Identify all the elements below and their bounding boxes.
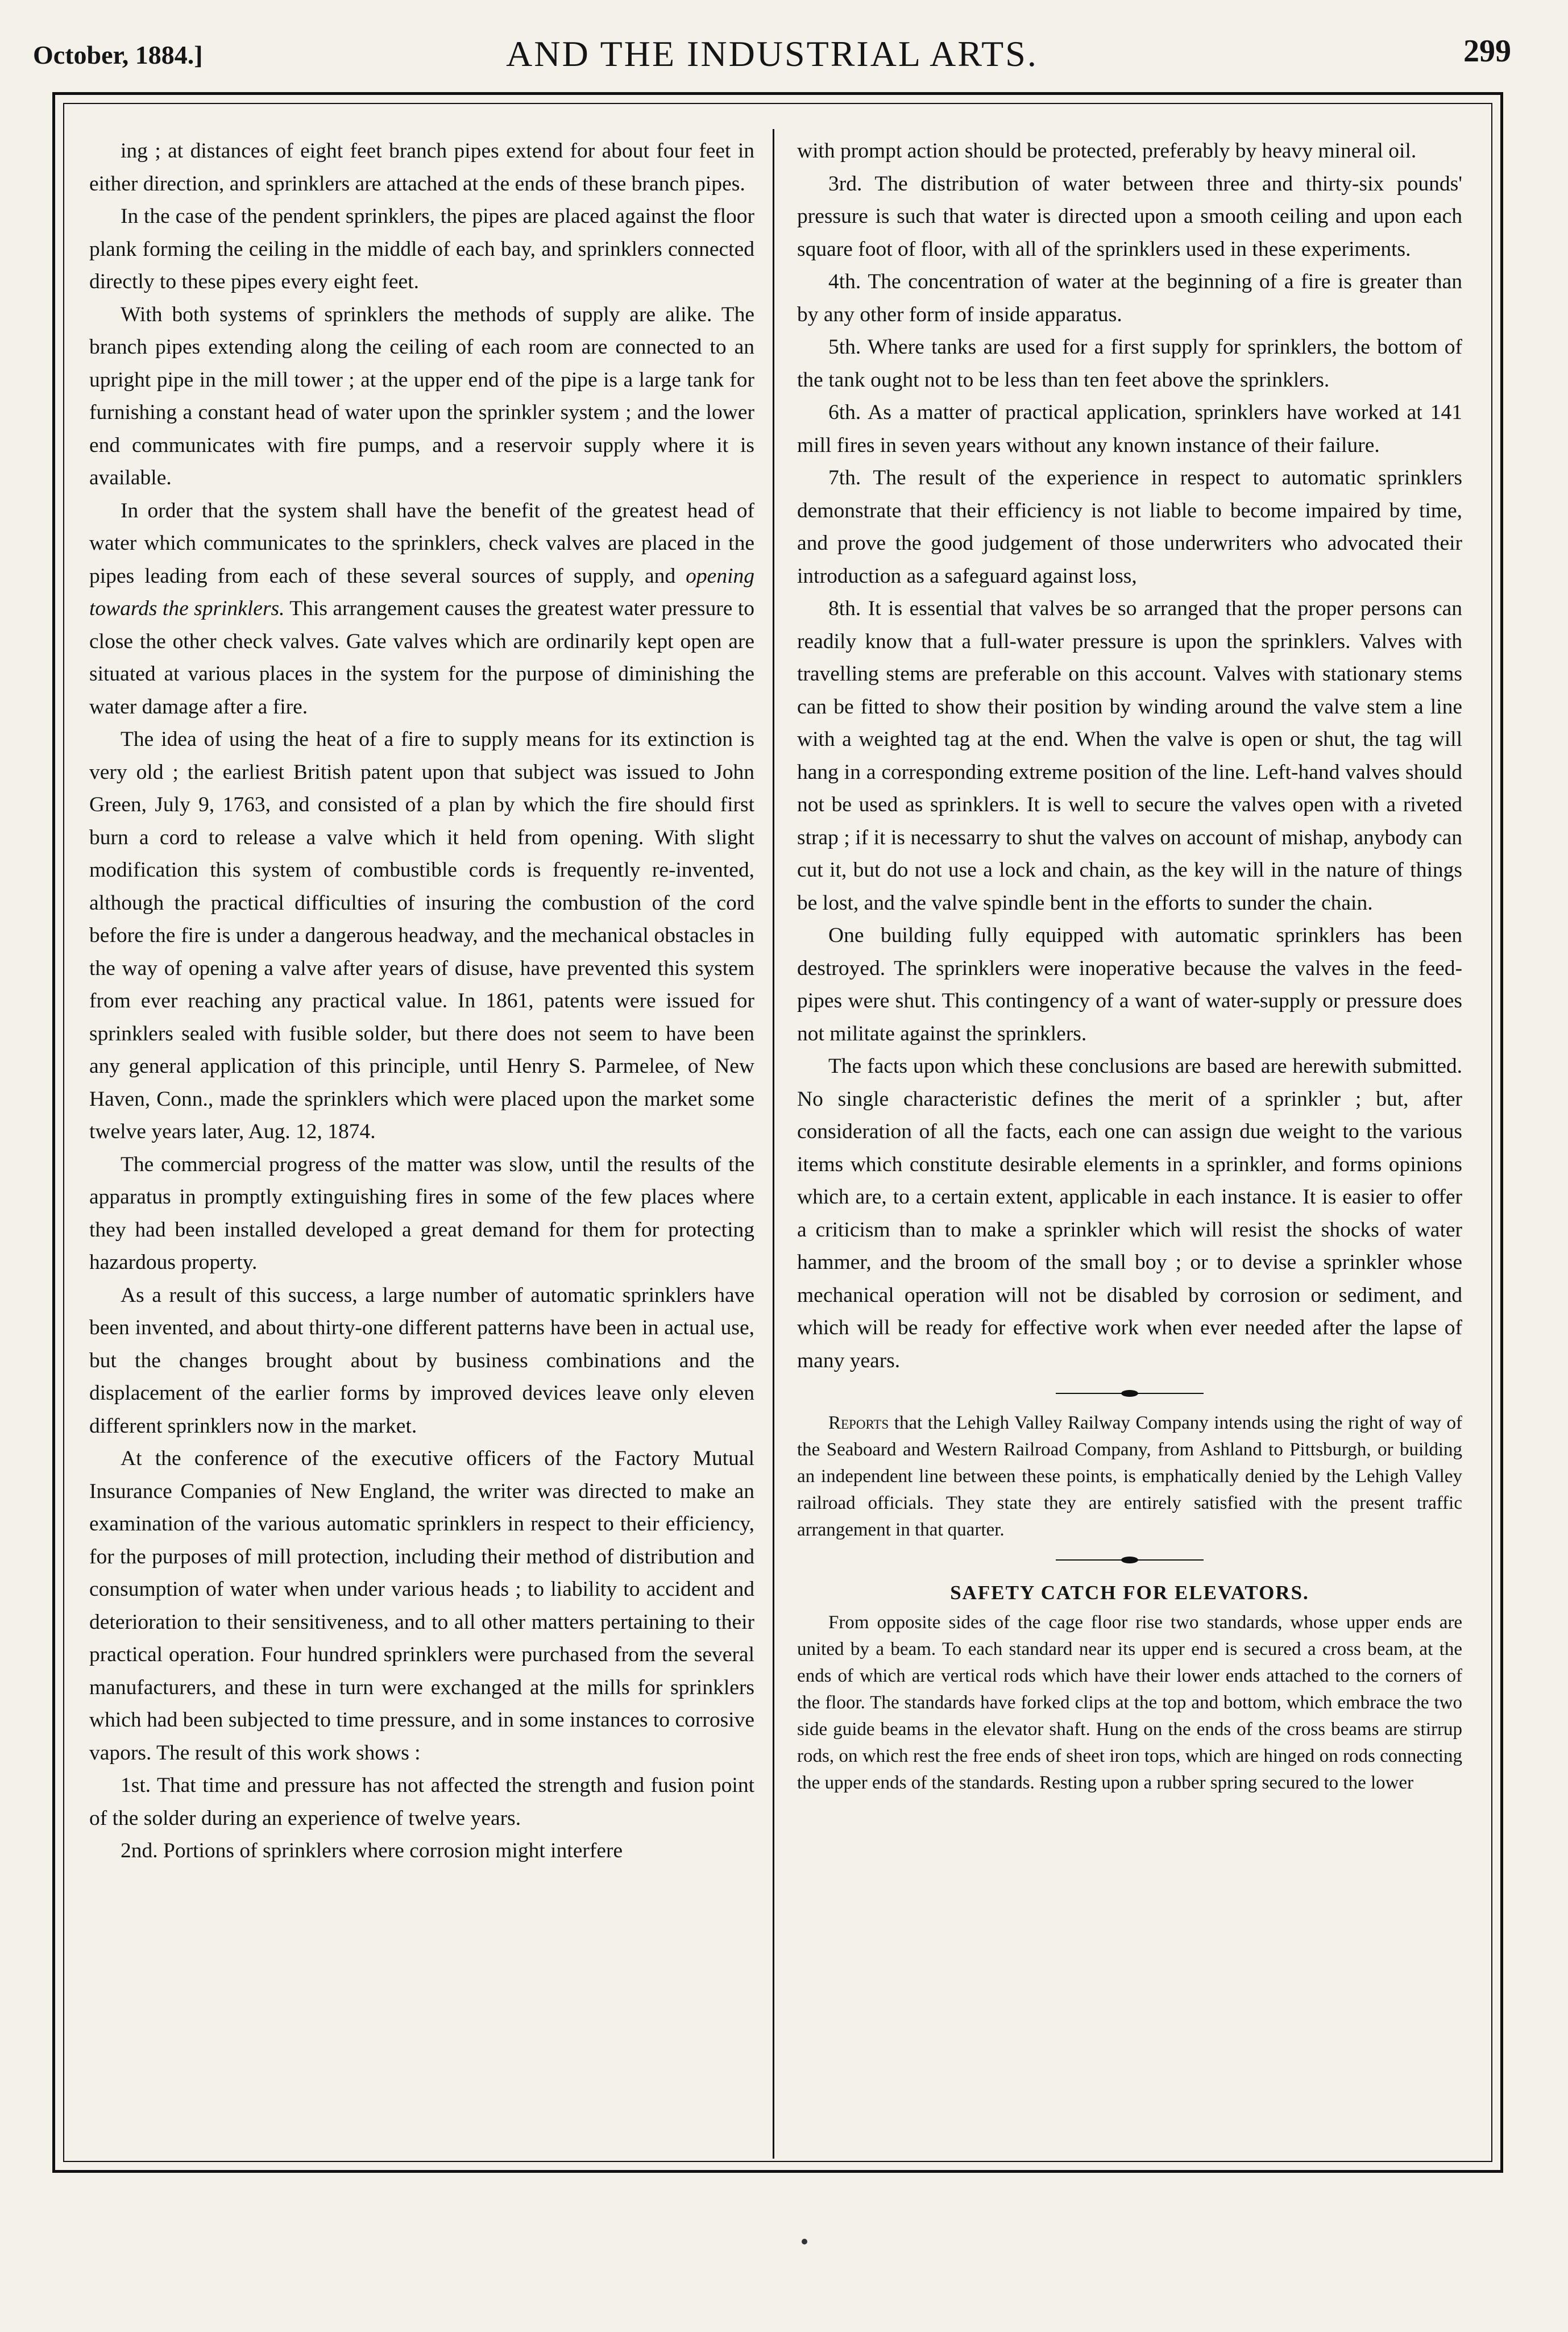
article-heading: SAFETY CATCH FOR ELEVATORS.: [950, 1582, 1309, 1604]
column-divider: [773, 129, 774, 2159]
running-title: AND THE INDUSTRIAL ARTS.: [506, 34, 1038, 74]
text-span: In order that the system shall have the benefit of the greatest head of water which communicates to the sprinklers, check valves are placed in the pipes leading from each of these several sources of supply, and: [89, 499, 754, 588]
issue-date: October, 1884.]: [33, 40, 203, 69]
italic-phrase: opening towards the sprinklers.: [89, 564, 754, 620]
paragraph: With both systems of sprinklers the methods of supply are alike. The branch pipes extending along the ceiling of each room are connected to an upright pipe in the mill tower ; at the upper end of the pipe is a large tank for furnishing a constant head of water upon the sprinkler system ; and the lower end communicates with fire pumps, and a reservoir supply where it is available.: [89, 302, 754, 489]
paragraph: From opposite sides of the cage floor rise two standards, whose upper ends are united by a beam. To each standard near its upper end is secured a cross beam, at the ends of which are vertical rods which have their lower ends attached to the corners of the floor. The standards have forked clips at the top and bottom, which embrace the two side guide beams in the elevator shaft. Hung on the ends of the cross beams are stirrup rods, on which rest the free ends of sheet iron tops, which are hinged on rods connecting the upper ends of the standards. Resting upon a rubber spring secured to the lower: [797, 1612, 1462, 1793]
page-number: 299: [1463, 34, 1511, 69]
paragraph: In the case of the pendent sprinklers, the pipes are placed against the floor plank forming the ceiling in the middle of each bay, and sprinklers connected directly to these pipes every eight feet.: [89, 205, 754, 293]
paragraph: 5th. Where tanks are used for a first supply for sprinklers, the bottom of the tank ought not to be less than ten feet above the sprinklers.: [797, 335, 1462, 392]
paragraph: ing ; at distances of eight feet branch pipes extend for about four feet in either direction, and sprinklers are attached at the ends of these branch pipes.: [89, 139, 754, 196]
paragraph: The idea of using the heat of a fire to supply means for its extinction is very old ; the earliest British patent upon that subject was issued to John Green, July 9, 1763, and consisted of a plan by which the fire should first burn a cord to release a valve which it held from opening. With slight modification this system of combustible cords is frequently re-invented, although the practical difficulties of insuring the combustion of the cord before the fire is under a dangerous headway, and the mechanical obstacles in the way of opening a valve after years of disuse, have prevented this system from ever reaching any practical value. In 1861, patents were issued for sprinklers sealed with fusible solder, but there does not seem to have been any general application of this principle, until Henry S. Parmelee, of New Haven, Conn., made the sprinklers which were placed upon the market some twelve years later, Aug. 12, 1874.: [89, 728, 754, 1143]
paragraph: [89, 495, 754, 724]
paragraph: 3rd. The distribution of water between three and thirty-six pounds' pressure is such that water is directed upon a smooth ceiling and upon each square foot of floor, with all of the sprinklers used in these experiments.: [797, 172, 1462, 261]
page-frame: [52, 92, 1503, 2173]
paragraph: 8th. It is essential that valves be so arranged that the proper persons can readily know that a full-water pressure is upon the sprinklers. Valves with travelling stems are preferable on this account. Valves with stationary stems can be fitted to show their position by winding around the valve stem a line with a weighted tag at the end. When the valve is open or shut, the tag will hang in a corresponding extreme position of the line. Left-hand valves should not be used as sprinklers. It is well to secure the valves open with a riveted strap ; if it is necessarry to shut the valves on account of mishap, anybody can cut it, but do not use a lock and chain, as the key will in the nature of things be lost, and the valve spindle bent in the efforts to sunder the chain.: [797, 597, 1462, 915]
right-column: [797, 135, 1462, 1796]
reports-lead: Reports: [828, 1413, 889, 1433]
section-rule: [1056, 1556, 1204, 1564]
paragraph: The commercial progress of the matter was slow, until the results of the apparatus in promptly extinguishing fires in some of the few places where they had been installed developed a great demand for them for protecting hazardous property.: [89, 1152, 754, 1274]
paragraph: As a result of this success, a large number of automatic sprinklers have been invented, and about thirty-one different patterns have been in actual use, but the changes brought about by business combinations and the displacement of the earlier forms by improved devices leave only eleven different sprinklers now in the market.: [89, 1283, 754, 1438]
page-header: [33, 30, 1511, 92]
paragraph: The facts upon which these conclusions are based are herewith submitted. No single characteristic defines the merit of a sprinkler ; but, after consideration of all the facts, each one can assign due weight to the various items which constitute desirable elements in a sprinkler, and forms opinions which are, to a certain extent, applicable in each instance. It is easier to offer a criticism than to make a sprinkler which will resist the shocks of water hammer, and the broom of the small boy ; or to devise a sprinkler whose mechanical operation will not be disabled by corrosion or sediment, and which will be ready for effective work when ever needed after the lapse of many years.: [797, 1055, 1462, 1372]
left-column: [89, 135, 754, 1868]
text-span: This arrangement causes the greatest water pressure to close the other check valves. Gate valves which are ordinarily kept open are situated at various places in the system for the purpose of diminishing the water damage after a fire.: [89, 597, 755, 719]
paragraph: 1st. That time and pressure has not affected the strength and fusion point of the solder during an experience of twelve years.: [89, 1774, 754, 1830]
stray-mark: [802, 2239, 807, 2244]
paragraph: 4th. The concentration of water at the beginning of a fire is greater than by any other form of inside apparatus.: [797, 270, 1462, 326]
paragraph: 6th. As a matter of practical application, sprinklers have worked at 141 mill fires in seven years without any known instance of their failure.: [797, 401, 1462, 457]
paragraph: with prompt action should be protected, preferably by heavy mineral oil.: [797, 139, 1417, 163]
paragraph: One building fully equipped with automatic sprinklers has been destroyed. The sprinklers were inoperative because the valves in the feed-pipes were shut. This contingency of a want of water-supply or pressure does not militate against the sprinklers.: [797, 924, 1462, 1045]
reports-paragraph: [797, 1410, 1462, 1543]
paragraph: At the conference of the executive officers of the Factory Mutual Insurance Companies of New England, the writer was directed to make an examination of the various automatic sprinklers in respect to their efficiency, for the purposes of mill protection, including their method of distribution and consumption of water when under various heads ; to liability to accident and deterioration to their sensitiveness, and to all other matters pertaining to their practical operation. Four hundred sprinklers were purchased from the several manufacturers, and these in turn were exchanged at the mills for sprinklers which had been subjected to time pressure, and in some instances to corrosive vapors. The result of this work shows :: [89, 1447, 754, 1765]
section-rule: [1056, 1389, 1204, 1397]
paragraph: 7th. The result of the experience in respect to automatic sprinklers demonstrate that their efficiency is not liable to become impaired by time, and prove the good judgement of those underwriters who advocated their introduction as a safeguard against loss,: [797, 466, 1462, 588]
paragraph: 2nd. Portions of sprinklers where corrosion might interfere: [121, 1839, 623, 1862]
text-span: that the Lehigh Valley Railway Company intends using the right of way of the Seaboard and Western Railroad Company, from Ashland to Pittsburgh, or building an independent line between these points, is emphatically denied by the Lehigh Valley railroad officials. They state they are entirely satisfied with the present traffic arrangement in that quarter.: [797, 1413, 1462, 1540]
